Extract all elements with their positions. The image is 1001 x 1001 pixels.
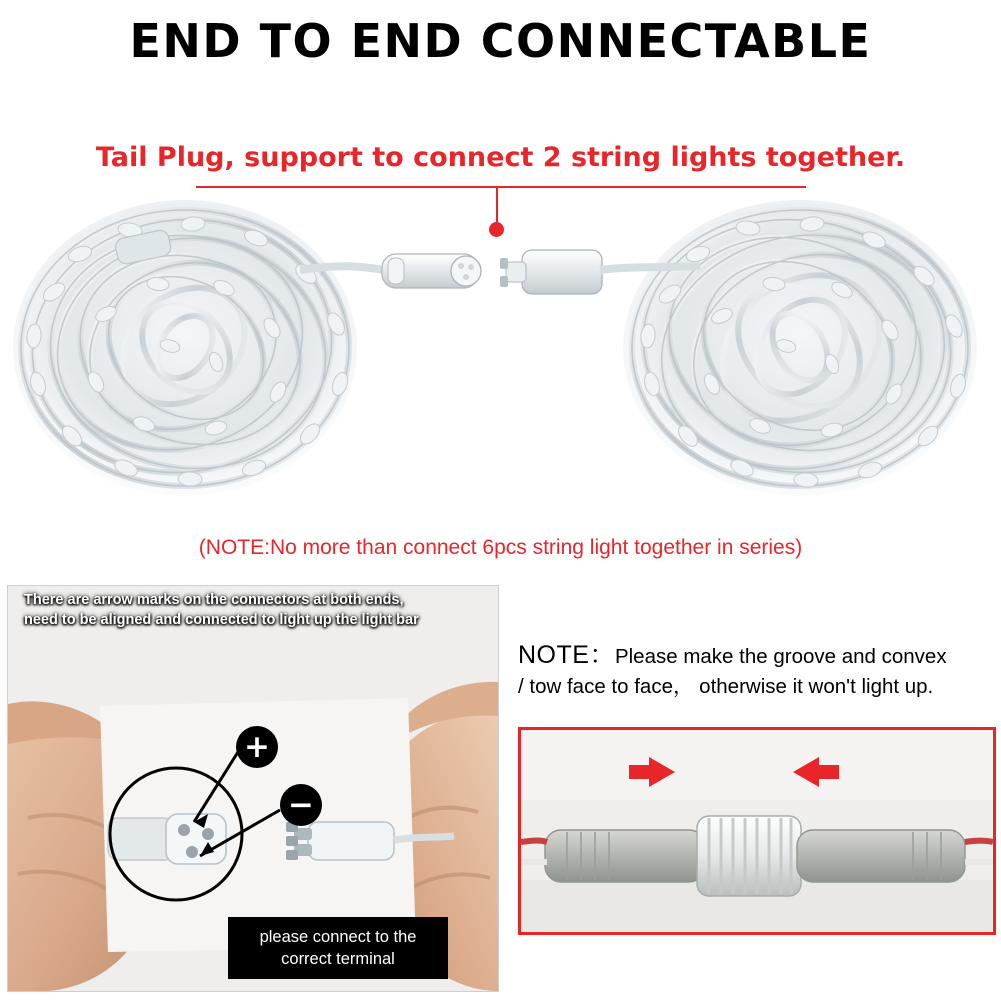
- pointer-line: [196, 186, 806, 188]
- groove-note-line1: Please make the groove and convex: [614, 645, 947, 668]
- tail-plug-connector-assembly: [300, 236, 700, 316]
- connector-alignment-photo: [7, 585, 499, 992]
- series-note: (NOTE:No more than connect 6pcs string light together in series): [198, 536, 803, 559]
- alignment-banner-line2: need to be aligned and connected to light up the light bar: [24, 612, 419, 628]
- minus-badge-icon: −: [280, 784, 322, 826]
- plus-badge-icon: +: [236, 726, 278, 768]
- arrow-right-pointing-tail: [629, 765, 651, 779]
- groove-note: [518, 640, 996, 702]
- page-title: END TO END CONNECTABLE: [129, 14, 872, 68]
- alignment-banner-line1: There are arrow marks on the connectors at both ends,: [24, 592, 404, 608]
- pointer-dot-icon: [489, 222, 504, 237]
- subheadline: Tail Plug, support to connect 2 string lights together.: [95, 142, 906, 173]
- terminal-caption-line2: correct terminal: [281, 950, 395, 968]
- arrow-left-pointing-icon: [793, 757, 819, 787]
- terminal-caption: [228, 917, 448, 979]
- note-word: NOTE：: [518, 641, 615, 669]
- alignment-banner: [24, 590, 489, 630]
- groove-convex-photo: [518, 727, 996, 935]
- terminal-caption-line1: please connect to the: [259, 928, 417, 946]
- arrow-left-pointing-tail: [817, 765, 839, 779]
- arrow-right-pointing-icon: [649, 757, 675, 787]
- groove-note-line2: / tow face to face， otherwise it won't light up.: [518, 675, 934, 698]
